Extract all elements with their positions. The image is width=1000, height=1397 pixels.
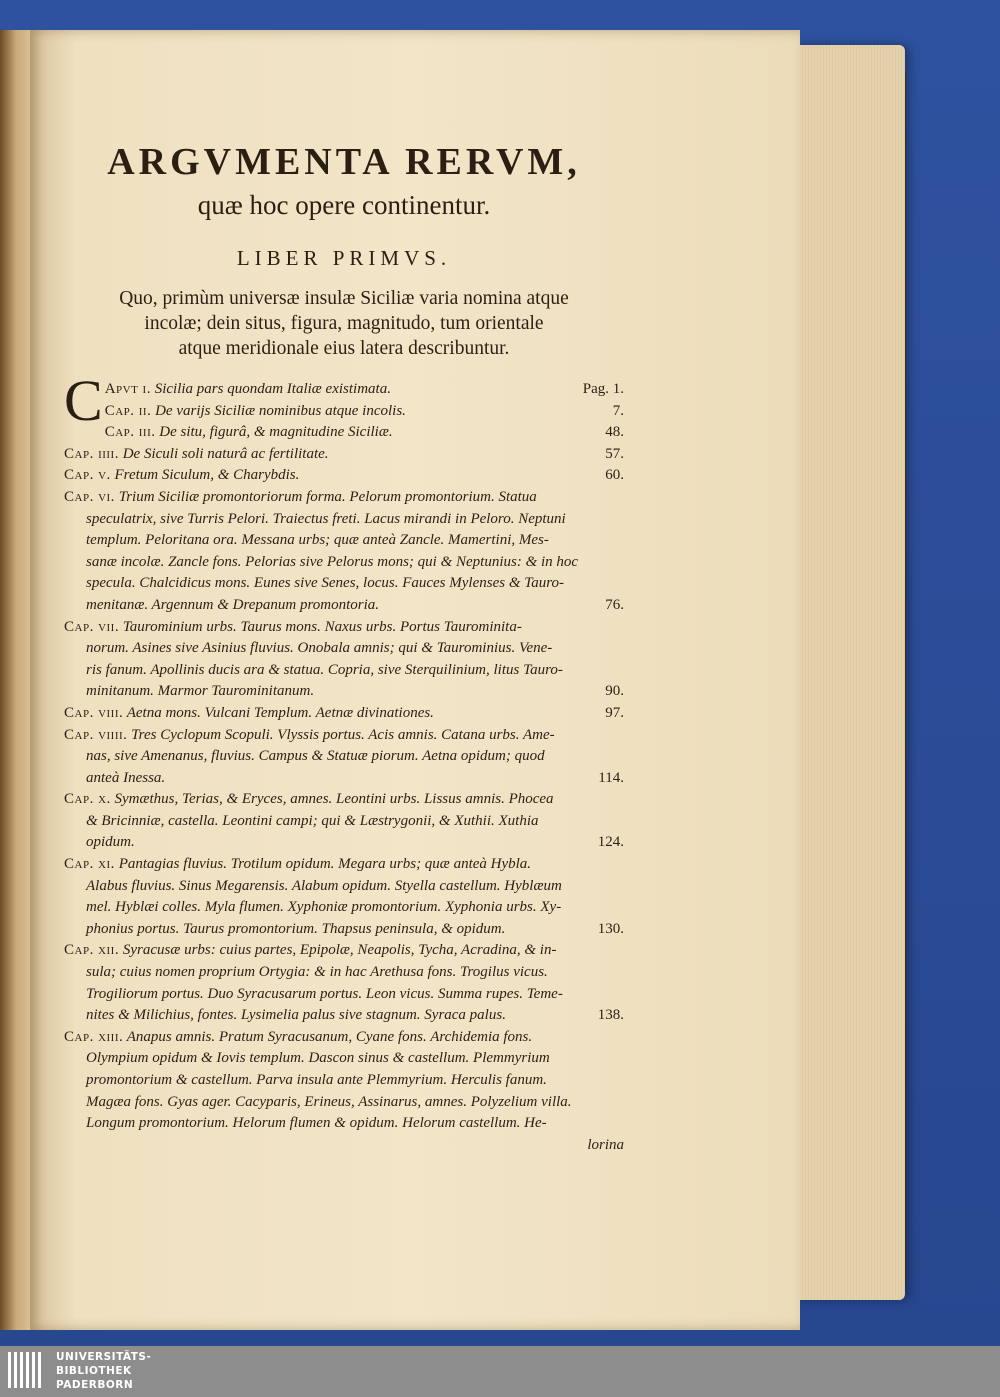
chapter-topics: & Bricinniæ, castella. Leontini campi; qui & Læstrygonii, & Xuthii. Xuthia — [86, 812, 539, 829]
page-number: 60. — [605, 467, 624, 484]
chapter-topics: Tres Cyclopum Scopuli. Vlyssis portus. Acis amnis. Catana urbs. Ame- — [131, 726, 555, 743]
chapter-topics: Taurominium urbs. Taurus mons. Naxus urbs. Portus Taurominita- — [122, 618, 522, 635]
chapter-topics: opidum. — [86, 834, 135, 851]
toc-entry — [64, 854, 624, 940]
chapter-topics: sula; cuius nomen proprium Ortygia: & in hac Arethusa fons. Trogilus vicus. — [86, 964, 548, 981]
toc-entry-line — [64, 919, 590, 941]
toc-entry-line — [64, 984, 590, 1006]
chapter-topics: De varijs Siciliæ nominibus atque incolis. — [155, 402, 406, 419]
toc-entry — [64, 465, 624, 487]
page-number: 114. — [598, 769, 624, 786]
chapter-topics: Trogiliorum portus. Duo Syracusarum portus. Leon vicus. Summa rupes. Teme- — [86, 985, 563, 1002]
chapter-topics: templum. Peloritana ora. Messana urbs; quæ anteà Zancle. Mamertini, Mes- — [86, 532, 549, 549]
toc-entry-line — [64, 638, 590, 660]
toc-entry-line — [64, 811, 590, 833]
toc-entry-line — [64, 746, 590, 768]
library-logo-icon — [8, 1352, 44, 1393]
toc-entry — [64, 725, 624, 790]
summary-line: incolæ; dein situs, figura, magnitudo, tum orientale — [144, 313, 544, 334]
toc-entry — [64, 487, 624, 617]
chapter-topics: Anapus amnis. Pratum Syracusanum, Cyane fons. Archidemia fons. — [126, 1028, 533, 1045]
table-of-contents — [64, 368, 624, 1135]
summary-line: atque meridionale eius latera describuntur. — [178, 338, 510, 359]
page-number: Pag. 1. — [582, 381, 624, 397]
chapter-topics: mel. Hyblæi colles. Myla flumen. Xyphoniæ promontorium. Xyphonia urbs. Xy- — [86, 899, 562, 916]
toc-entry-line — [64, 940, 590, 962]
chapter-topics: Olympium opidum & Iovis templum. Dascon sinus & castellum. Plemmyrium — [86, 1050, 550, 1067]
chapter-number: Cap. xi. — [64, 856, 115, 873]
chapter-topics: Syracusæ urbs: cuius partes, Epipolæ, Neapolis, Tycha, Acradina, & in- — [122, 942, 557, 959]
toc-entry — [64, 789, 624, 854]
catchword: lorina — [587, 1136, 624, 1153]
toc-entry-line — [64, 595, 590, 617]
chapter-topics: Pantagias fluvius. Trotilum opidum. Megara urbs; quæ anteà Hybla. — [118, 856, 532, 873]
toc-entry-line — [64, 897, 590, 919]
chapter-topics: Trium Siciliæ promontoriorum forma. Pelorum promontorium. Statua — [118, 488, 537, 505]
chapter-topics: nites & Milichius, fontes. Lysimelia palus sive stagnum. Syraca palus. — [86, 1007, 506, 1024]
chapter-topics: phonius portus. Taurus promontorium. Thapsus peninsula, & opidum. — [86, 920, 506, 937]
toc-entry — [64, 1027, 624, 1135]
page-number: 7. — [612, 402, 624, 419]
chapter-number: Cap. iiii. — [64, 445, 119, 462]
chapter-number: Cap. vii. — [64, 618, 120, 635]
chapter-topics: anteà Inessa. — [86, 769, 166, 786]
toc-entry-line — [64, 401, 590, 423]
book-summary — [64, 286, 624, 361]
chapter-topics: menitanæ. Argennum & Drepanum promontoria. — [86, 596, 380, 613]
toc-entry-line — [64, 1005, 590, 1027]
page-number: 57. — [605, 445, 624, 462]
chapter-topics: promontorium & castellum. Parva insula ante Plemmyrium. Herculis fanum. — [86, 1072, 547, 1088]
chapter-topics: Aetna mons. Vulcani Templum. Aetnæ divinationes. — [126, 704, 434, 721]
toc-entry-line — [64, 422, 590, 444]
chapter-topics: norum. Asines sive Asinius fluvius. Onobala amnis; qui & Taurominius. Vene- — [86, 640, 553, 657]
chapter-number: Cap. viii. — [64, 704, 124, 721]
library-name-line: PADERBORN — [56, 1379, 134, 1391]
chapter-topics: nas, sive Amenanus, fluvius. Campus & Statuæ piorum. Aetna opidum; quod — [86, 748, 545, 765]
chapter-number: Cap. xiii. — [64, 1028, 124, 1045]
chapter-topics: ris fanum. Apollinis ducis ara & statua. Copria, sive Sterquilinium, litus Tauro- — [86, 661, 563, 678]
toc-entry-line — [64, 876, 590, 898]
toc-entry-line — [64, 703, 590, 725]
page-number: 124. — [597, 834, 624, 851]
chapter-topics: De situ, figurâ, & magnitudine Siciliæ. — [159, 424, 393, 441]
page-fore-edge — [795, 45, 905, 1300]
toc-entry-line — [64, 789, 590, 811]
chapter-topics: De Siculi soli naturâ ac fertilitate. — [122, 445, 329, 462]
page-subtitle: quæ hoc opere continentur. — [197, 190, 491, 220]
chapter-number: Cap. viiii. — [64, 726, 128, 743]
library-name — [56, 1350, 151, 1392]
toc-entry-line — [64, 487, 590, 509]
toc-entry-line — [64, 465, 590, 487]
page-number: 130. — [597, 920, 624, 937]
toc-entry-line — [64, 681, 590, 703]
toc-entry — [64, 617, 624, 703]
toc-entry-line — [64, 573, 590, 595]
toc-entry-line — [64, 379, 590, 401]
toc-entry-line — [64, 768, 590, 790]
drop-cap: C — [64, 368, 103, 433]
toc-entry-line — [64, 1092, 590, 1114]
toc-entry — [64, 422, 624, 444]
chapter-number: Cap. x. — [64, 791, 111, 808]
chapter-topics: Alabus fluvius. Sinus Megarensis. Alabum opidum. Styella castellum. Hyblæum — [86, 877, 562, 894]
toc-entry-line — [64, 962, 590, 984]
page-title: ARGVMENTA RERVM, — [107, 141, 581, 183]
chapter-topics: Fretum Siculum, & Charybdis. — [114, 467, 300, 484]
toc-entry-line — [64, 1070, 590, 1092]
chapter-number: Cap. vi. — [64, 488, 115, 505]
toc-entry — [64, 401, 624, 423]
toc-entry-line — [64, 617, 590, 639]
chapter-topics: minitanum. Marmor Taurominitanum. — [86, 683, 315, 700]
book-heading: LIBER PRIMVS. — [236, 246, 452, 270]
chapter-topics: sanæ incolæ. Zancle fons. Pelorias sive Pelorus mons; qui & Neptunius: & in hoc — [86, 553, 579, 570]
toc-entry — [64, 703, 624, 725]
page-number: 97. — [605, 704, 624, 721]
page-content — [64, 140, 624, 1155]
toc-entry-line — [64, 1048, 590, 1070]
toc-entry-line — [64, 725, 590, 747]
page-number: 138. — [597, 1007, 624, 1024]
chapter-topics: specula. Chalcidicus mons. Eunes sive Senes, locus. Fauces Mylenses & Tauro- — [86, 575, 564, 592]
library-name-line: UNIVERSITÄTS- — [56, 1351, 152, 1363]
toc-entry — [64, 444, 624, 466]
chapter-topics: Symæthus, Terias, & Eryces, amnes. Leontini urbs. Lissus amnis. Phocea — [114, 791, 554, 808]
library-footer — [0, 1346, 1000, 1397]
toc-entry-line — [64, 444, 590, 466]
toc-entry-line — [64, 832, 590, 854]
chapter-topics: Sicilia pars quondam Italiæ existimata. — [154, 381, 391, 397]
chapter-topics: Magæa fons. Gyas ager. Cacyparis, Erineus, Assinarus, amnes. Polyzelium villa. — [86, 1093, 572, 1110]
chapter-topics: speculatrix, sive Turris Pelori. Traiectus freti. Lacus mirandi in Peloro. Neptuni — [86, 510, 566, 527]
toc-entry-line — [64, 660, 590, 682]
toc-entry-line — [64, 1113, 590, 1135]
toc-entry-line — [64, 509, 590, 531]
toc-entry — [64, 940, 624, 1026]
toc-entry-line — [64, 1027, 590, 1049]
chapter-number: Cap. iii. — [104, 424, 156, 441]
summary-line: Quo, primùm universæ insulæ Siciliæ varia nomina atque — [119, 288, 569, 309]
toc-entry-line — [64, 854, 590, 876]
chapter-number: Cap. v. — [64, 467, 111, 484]
toc-entry-line — [64, 552, 590, 574]
chapter-topics: Longum promontorium. Helorum flumen & opidum. Helorum castellum. He- — [86, 1115, 547, 1132]
library-name-line: BIBLIOTHEK — [56, 1365, 132, 1377]
chapter-number: Cap. ii. — [104, 402, 152, 419]
toc-entry-line — [64, 530, 590, 552]
chapter-number: Cap. xii. — [64, 942, 120, 959]
page-number: 48. — [605, 424, 624, 441]
chapter-number: Apvt i. — [104, 381, 151, 397]
page-number: 90. — [605, 683, 624, 700]
page-number: 76. — [605, 596, 624, 613]
